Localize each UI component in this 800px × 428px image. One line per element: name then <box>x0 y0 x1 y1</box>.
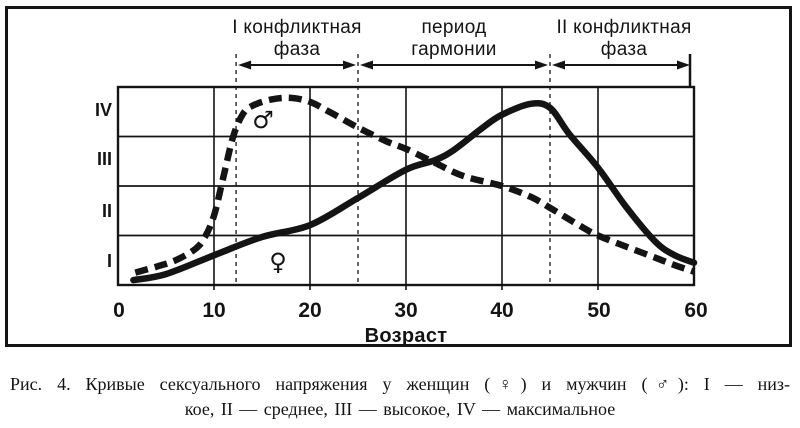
x-tick-30: 30 <box>394 299 418 322</box>
y-label-I: I <box>106 251 112 271</box>
arrowhead-right-icon <box>343 61 356 70</box>
x-tick-40: 40 <box>490 299 514 322</box>
arrowhead-left-icon <box>238 61 251 70</box>
arrowhead-right-icon <box>677 61 690 70</box>
y-label-III: III <box>96 149 112 169</box>
caption-line-1: Рис. 4. Кривые сексуального напряжения у женщин (♀) и мужчин (♂): I — низ- <box>10 374 790 394</box>
female-symbol-icon: ♀ <box>269 248 287 276</box>
x-tick-0: 0 <box>113 299 125 322</box>
phase1-label-line2: фаза <box>273 39 321 60</box>
harmony-label-line2: гармонии <box>411 39 497 60</box>
x-tick-20: 20 <box>298 299 322 322</box>
y-label-II: II <box>101 201 112 221</box>
arrowhead-left-icon <box>552 61 565 70</box>
x-tick-10: 10 <box>202 299 226 322</box>
x-tick-50: 50 <box>587 299 611 322</box>
arrowhead-right-icon <box>535 61 548 70</box>
phase1-label-line1: I конфликтная <box>232 17 362 38</box>
caption-line-2: кое, II — среднее, III — высокое, IV — максимальное <box>184 399 616 419</box>
x-tick-60: 60 <box>684 299 708 322</box>
y-label-IV: IV <box>94 100 112 120</box>
phase2-label-line2: фаза <box>600 39 648 60</box>
male-symbol-icon: ♂ <box>252 106 274 134</box>
x-axis-title: Возраст <box>364 325 448 347</box>
figure-caption <box>0 372 800 422</box>
phase2-label-line1: II конфликтная <box>556 17 692 38</box>
arrowhead-left-icon <box>360 61 373 70</box>
harmony-label-line1: период <box>421 17 487 38</box>
